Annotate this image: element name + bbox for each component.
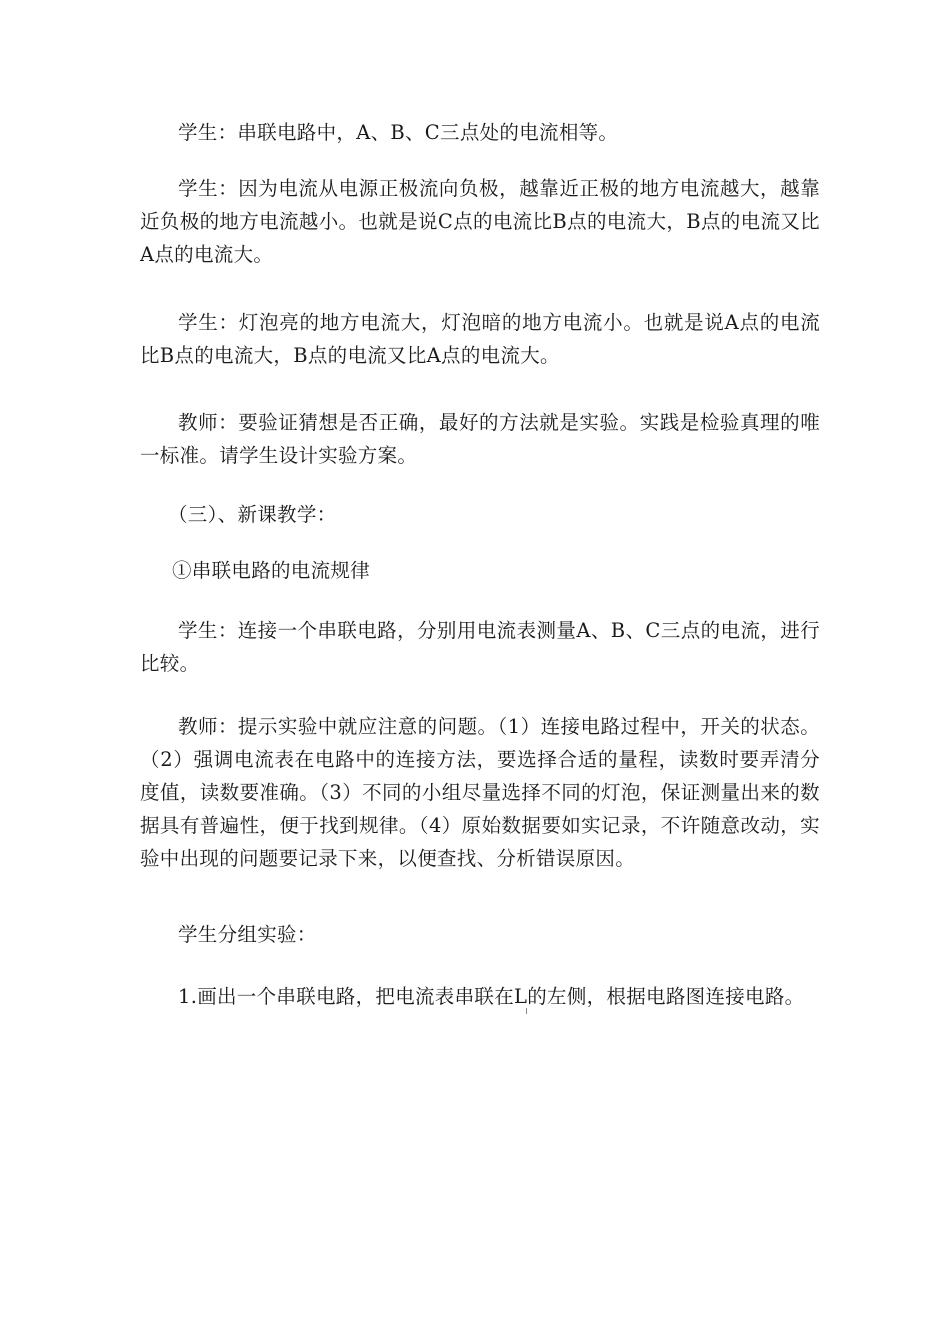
paragraph-teacher-1: 教师：要验证猜想是否正确，最好的方法就是实验。实践是检验真理的唯一标准。请学生设计实验方案。: [140, 411, 820, 467]
paragraph-group-experiment: 学生分组实验：: [178, 923, 317, 946]
scan-mark: [526, 1008, 527, 1014]
subsection-heading: ①串联电路的电流规律: [172, 559, 371, 582]
section-heading: （三）、新课教学：: [168, 503, 337, 526]
paragraph-step-1: 1.画出一个串联电路，把电流表串联在L的左侧，根据电路图连接电路。: [178, 985, 805, 1008]
paragraph-student-method: 学生：连接一个串联电路，分别用电流表测量A、B、C三点的电流，进行比较。: [140, 619, 820, 675]
paragraph-student-answer-1: 学生：串联电路中，A、B、C三点处的电流相等。: [178, 121, 619, 144]
paragraph-student-answer-2: 学生：因为电流从电源正极流向负极，越靠近正极的地方电流越大，越靠近负极的地方电流越小。也就是说C点的电流比B点的电流大，B点的电流又比A点的电流大。: [140, 177, 820, 266]
paragraph-student-answer-3: 学生：灯泡亮的地方电流大，灯泡暗的地方电流小。也就是说A点的电流比B点的电流大，B点的电流又比A点的电流大。: [140, 311, 820, 367]
paragraph-teacher-notes: 教师：提示实验中就应注意的问题。（1）连接电路过程中，开关的状态。（2）强调电流表在电路中的连接方法，要选择合适的量程，读数时要弄清分度值，读数要准确。（3）不同的小组尽量选择不同的灯泡，保证测量出来的数据具有普遍性，便于找到规律。（4）原始数据要如实记录，不许随意改动，实验中出现的问题要记录下来，以便查找、分析错误原因。: [140, 715, 820, 870]
